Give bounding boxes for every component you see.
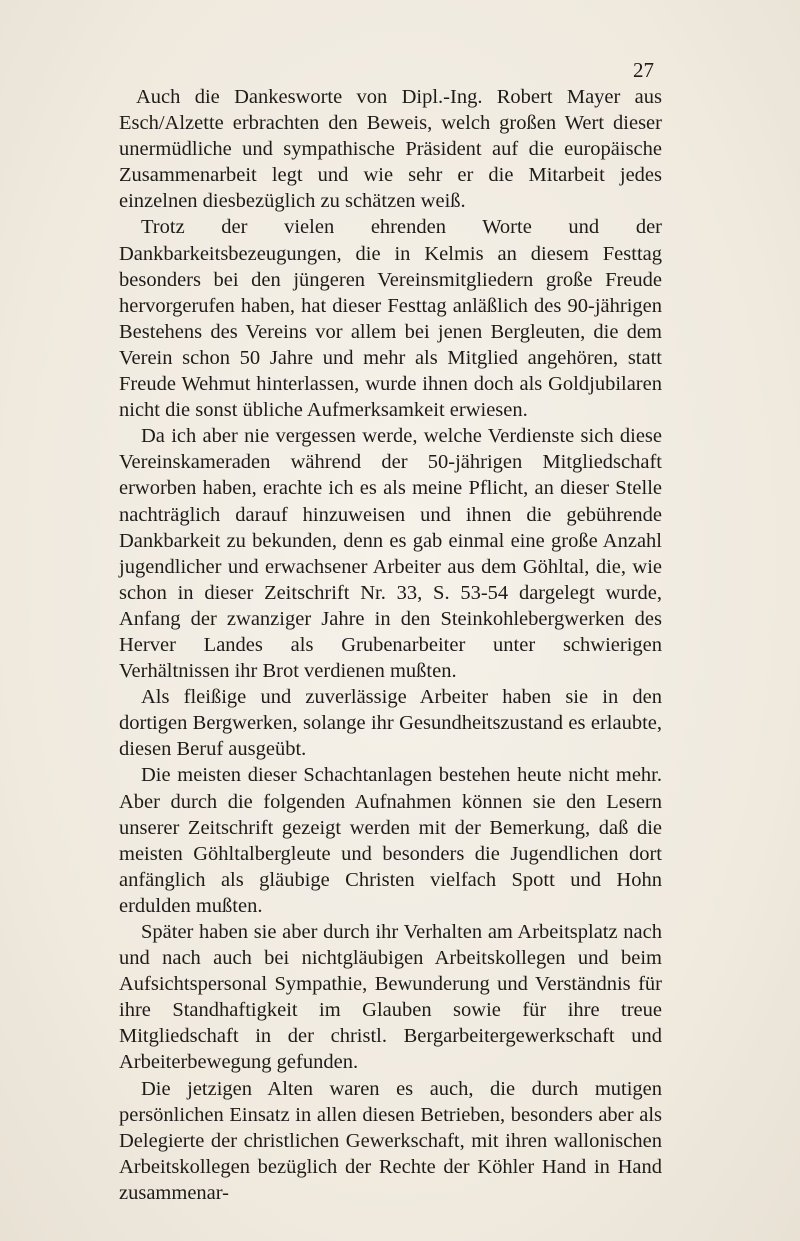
paragraph: Auch die Dankesworte von Dipl.-Ing. Robert Mayer aus Esch/Alzette erbrachten den Beweis, welch großen Wert dieser unermüdliche und sympathische Präsident auf die europäische Zusammenarbeit legt und wie sehr er die Mitarbeit jedes einzelnen diesbezüglich zu schätzen weiß. [119,86,662,213]
paragraph: Später haben sie aber durch ihr Verhalten am Arbeitsplatz nach und nach auch bei nichtgläubigen Arbeitskollegen und beim Aufsichtspersonal Sympathie, Bewunderung und Verständnis für ihre Standhaftigkeit im Glauben sowie für ihre treue Mitgliedschaft in der christl. Bergarbeitergewerkschaft und Arbeiterbewegung gefunden. [119,921,662,1074]
page-number: 27 [633,58,654,82]
paragraph: Trotz der vielen ehrenden Worte und der Dankbarkeitsbezeugungen, die in Kelmis an diesem Festtag besonders bei den jüngeren Vereinsmitgliedern große Freude hervorgerufen haben, hat dieser Festtag anläßlich des 90-jährigen Bestehens des Vereins vor allem bei jenen Bergleuten, die dem Verein schon 50 Jahre und mehr als Mitglied angehören, statt Freude Wehmut hinterlassen, wurde ihnen doch als Goldjubilaren nicht die sonst übliche Aufmerksamkeit erwiesen. [119,216,662,422]
paragraph: Da ich aber nie vergessen werde, welche Verdienste sich diese Vereinskameraden während der 50-jährigen Mitgliedschaft erworben haben, erachte ich es als meine Pflicht, an dieser Stelle nachträglich darauf hinzuweisen und ihnen die gebührende Dankbarkeit zu bekunden, denn es gab einmal eine große Anzahl jugendlicher und erwachsener Arbeiter aus dem Göhltal, die, wie schon in dieser Zeitschrift Nr. 33, S. 53-54 dargelegt wurde, Anfang der zwanziger Jahre in den Steinkohlebergwerken des Herver Landes als Grubenarbeiter unter schwierigen Verhältnissen ihr Brot verdienen mußten. [119,425,662,683]
paragraph: Die meisten dieser Schachtanlagen bestehen heute nicht mehr. Aber durch die folgenden Aufnahmen können sie den Lesern unserer Zeitschrift gezeigt werden mit der Bemerkung, daß die meisten Göhltalbergleute und besonders die Jugendlichen dort anfänglich als gläubige Christen vielfach Spott und Hohn erdulden mußten. [119,764,662,917]
paragraph: Die jetzigen Alten waren es auch, die durch mutigen persönlichen Einsatz in allen diesen Betrieben, besonders aber als Delegierte der christlichen Gewerkschaft, mit ihren wallonischen Arbeitskollegen bezüglich der Rechte der Köhler Hand in Hand zusammenar- [119,1077,662,1204]
body-text [119,84,662,1206]
paragraph: Als fleißige und zuverlässige Arbeiter haben sie in den dortigen Bergwerken, solange ihr Gesundheitszustand es erlaubte, diesen Beruf ausgeübt. [119,686,662,761]
